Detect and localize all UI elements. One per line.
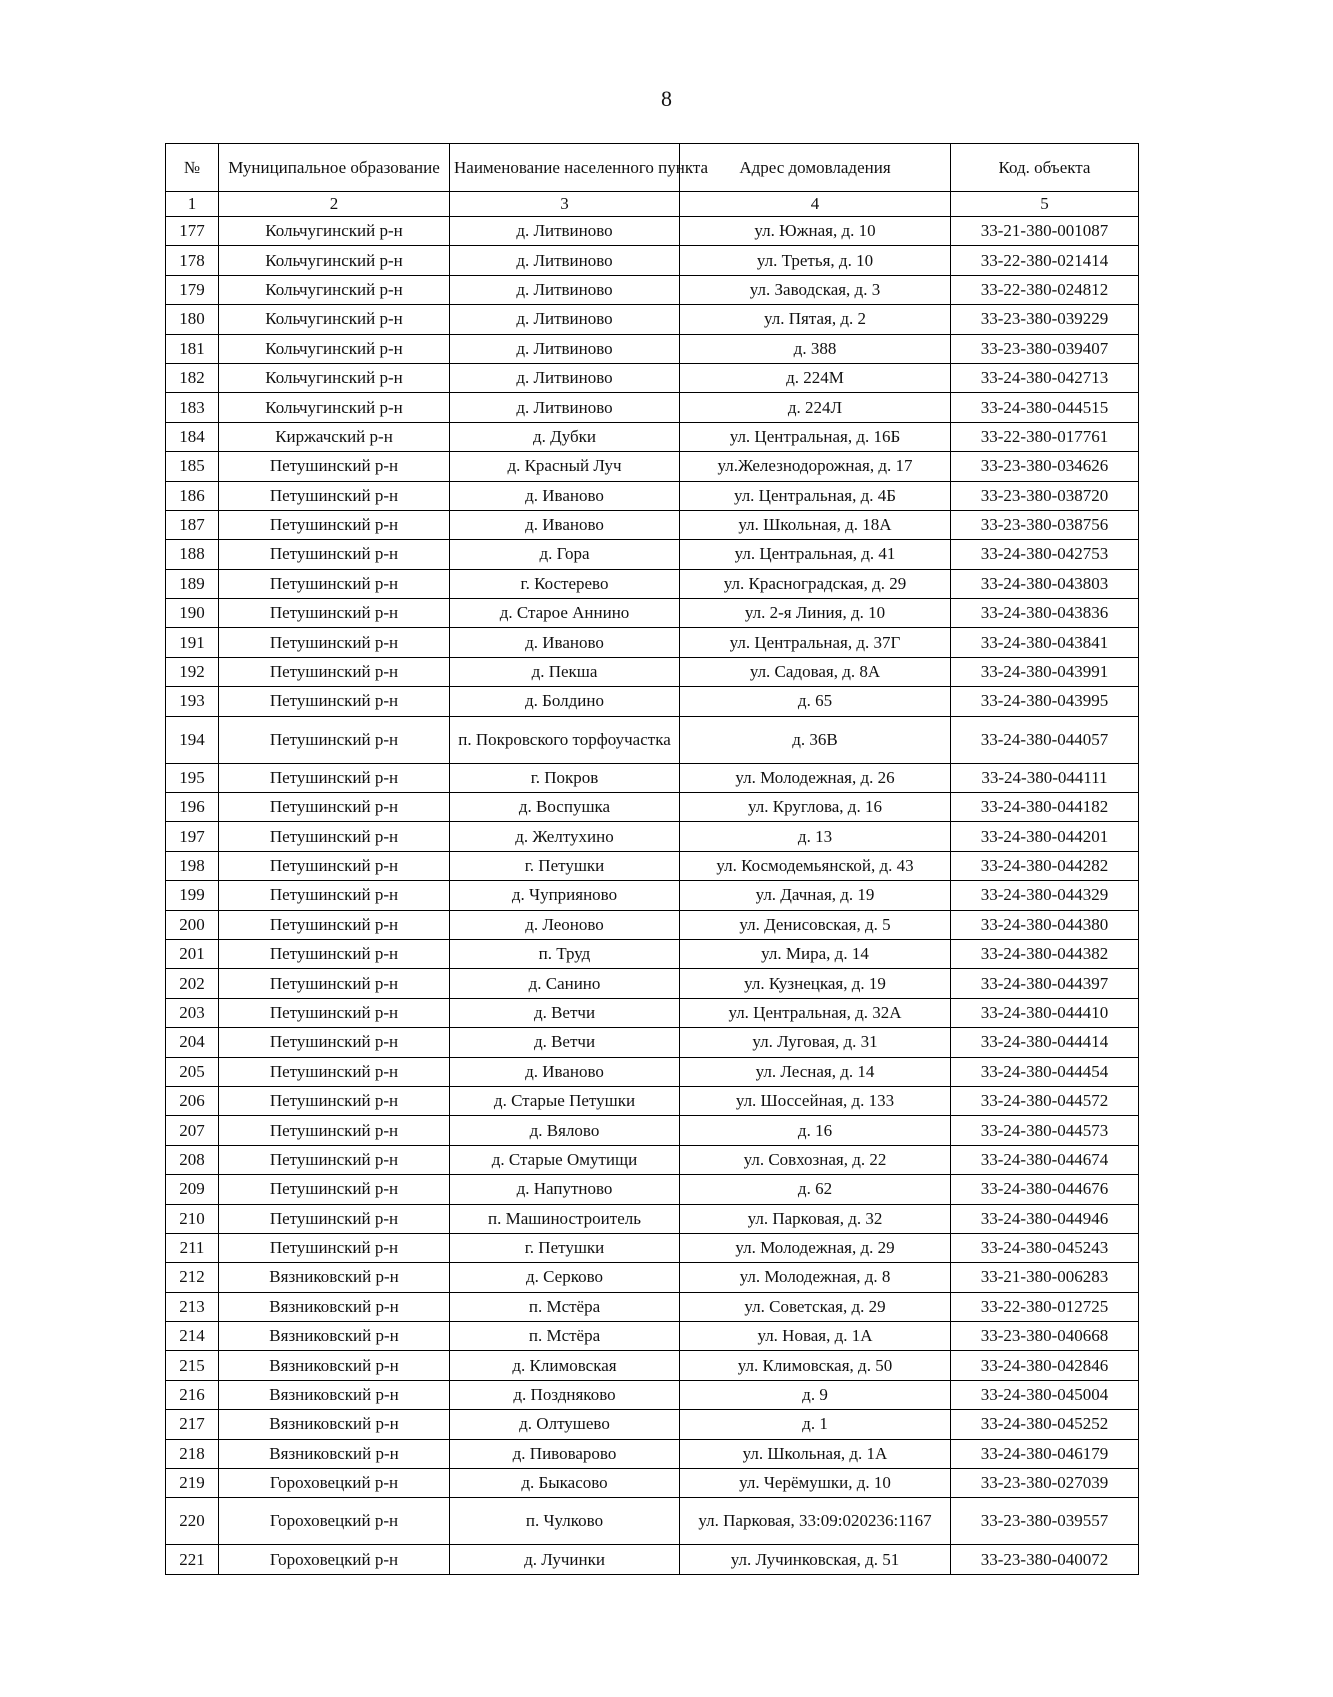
table-row xyxy=(166,363,1139,392)
table-row xyxy=(166,1028,1139,1057)
address-cell: д. 388 xyxy=(680,334,951,363)
table-row xyxy=(166,452,1139,481)
object-code-cell: 33-24-380-043995 xyxy=(951,687,1139,716)
table-row xyxy=(166,1263,1139,1292)
object-code-cell: 33-24-380-043836 xyxy=(951,599,1139,628)
object-code-cell: 33-24-380-044946 xyxy=(951,1204,1139,1233)
table-row xyxy=(166,510,1139,539)
address-cell: ул. Южная, д. 10 xyxy=(680,217,951,246)
municipality-cell: Кольчугинский р-н xyxy=(219,334,450,363)
municipality-cell: Вязниковский р-н xyxy=(219,1351,450,1380)
settlement-cell: д. Чуприяново xyxy=(450,881,680,910)
row-number-cell: 187 xyxy=(166,510,219,539)
address-cell: ул. Молодежная, д. 26 xyxy=(680,763,951,792)
object-code-cell: 33-24-380-044397 xyxy=(951,969,1139,998)
table-row xyxy=(166,1322,1139,1351)
settlement-cell: г. Покров xyxy=(450,763,680,792)
address-cell: ул. Парковая, д. 32 xyxy=(680,1204,951,1233)
header-settlement: Наименование населенного пункта xyxy=(450,144,680,192)
object-code-cell: 33-24-380-044454 xyxy=(951,1057,1139,1086)
column-numbers-row xyxy=(166,192,1139,217)
table-row xyxy=(166,687,1139,716)
object-code-cell: 33-24-380-045243 xyxy=(951,1233,1139,1262)
settlement-cell: д. Красный Луч xyxy=(450,452,680,481)
object-code-cell: 33-23-380-039557 xyxy=(951,1498,1139,1545)
row-number-cell: 182 xyxy=(166,363,219,392)
settlement-cell: п. Мстёра xyxy=(450,1292,680,1321)
municipality-cell: Вязниковский р-н xyxy=(219,1410,450,1439)
addresses-table xyxy=(165,143,1139,1575)
row-number-cell: 177 xyxy=(166,217,219,246)
address-cell: ул. Денисовская, д. 5 xyxy=(680,910,951,939)
settlement-cell: д. Поздняково xyxy=(450,1380,680,1409)
settlement-cell: г. Петушки xyxy=(450,851,680,880)
row-number-cell: 185 xyxy=(166,452,219,481)
address-cell: ул.Железнодорожная, д. 17 xyxy=(680,452,951,481)
address-cell: ул. Молодежная, д. 8 xyxy=(680,1263,951,1292)
address-cell: ул. Заводская, д. 3 xyxy=(680,275,951,304)
settlement-cell: д. Литвиново xyxy=(450,275,680,304)
address-cell: д. 224Л xyxy=(680,393,951,422)
address-cell: ул. Космодемьянской, д. 43 xyxy=(680,851,951,880)
row-number-cell: 204 xyxy=(166,1028,219,1057)
settlement-cell: д. Лучинки xyxy=(450,1545,680,1574)
object-code-cell: 33-24-380-042753 xyxy=(951,540,1139,569)
table-row xyxy=(166,334,1139,363)
object-code-cell: 33-24-380-042713 xyxy=(951,363,1139,392)
municipality-cell: Петушинский р-н xyxy=(219,793,450,822)
settlement-cell: г. Петушки xyxy=(450,1233,680,1262)
object-code-cell: 33-24-380-044201 xyxy=(951,822,1139,851)
row-number-cell: 213 xyxy=(166,1292,219,1321)
municipality-cell: Петушинский р-н xyxy=(219,510,450,539)
object-code-cell: 33-24-380-044410 xyxy=(951,998,1139,1027)
settlement-cell: д. Пивоварово xyxy=(450,1439,680,1468)
address-cell: ул. Мира, д. 14 xyxy=(680,939,951,968)
table-row xyxy=(166,540,1139,569)
settlement-cell: д. Воспушка xyxy=(450,793,680,822)
settlement-cell: д. Литвиново xyxy=(450,246,680,275)
municipality-cell: Гороховецкий р-н xyxy=(219,1498,450,1545)
address-cell: ул. Парковая, 33:09:020236:1167 xyxy=(680,1498,951,1545)
row-number-cell: 214 xyxy=(166,1322,219,1351)
municipality-cell: Петушинский р-н xyxy=(219,851,450,880)
table-row xyxy=(166,599,1139,628)
object-code-cell: 33-24-380-045004 xyxy=(951,1380,1139,1409)
settlement-cell: д. Иваново xyxy=(450,481,680,510)
object-code-cell: 33-24-380-044414 xyxy=(951,1028,1139,1057)
row-number-cell: 221 xyxy=(166,1545,219,1574)
table-row xyxy=(166,1498,1139,1545)
column-number: 5 xyxy=(951,192,1139,217)
table-row xyxy=(166,481,1139,510)
row-number-cell: 201 xyxy=(166,939,219,968)
row-number-cell: 218 xyxy=(166,1439,219,1468)
table-row xyxy=(166,246,1139,275)
settlement-cell: д. Напутново xyxy=(450,1175,680,1204)
row-number-cell: 198 xyxy=(166,851,219,880)
table-row xyxy=(166,1351,1139,1380)
row-number-cell: 216 xyxy=(166,1380,219,1409)
table-row xyxy=(166,217,1139,246)
settlement-cell: д. Литвиново xyxy=(450,217,680,246)
municipality-cell: Вязниковский р-н xyxy=(219,1263,450,1292)
row-number-cell: 211 xyxy=(166,1233,219,1262)
object-code-cell: 33-23-380-038720 xyxy=(951,481,1139,510)
table-row xyxy=(166,1410,1139,1439)
address-cell: ул. Третья, д. 10 xyxy=(680,246,951,275)
object-code-cell: 33-24-380-044382 xyxy=(951,939,1139,968)
settlement-cell: д. Иваново xyxy=(450,628,680,657)
row-number-cell: 210 xyxy=(166,1204,219,1233)
settlement-cell: д. Гора xyxy=(450,540,680,569)
object-code-cell: 33-24-380-044111 xyxy=(951,763,1139,792)
municipality-cell: Петушинский р-н xyxy=(219,822,450,851)
header-row xyxy=(166,144,1139,192)
table-row xyxy=(166,793,1139,822)
table-row xyxy=(166,275,1139,304)
municipality-cell: Петушинский р-н xyxy=(219,881,450,910)
address-cell: ул. Климовская, д. 50 xyxy=(680,1351,951,1380)
table-row xyxy=(166,422,1139,451)
address-cell: ул. Школьная, д. 18А xyxy=(680,510,951,539)
object-code-cell: 33-23-380-038756 xyxy=(951,510,1139,539)
row-number-cell: 178 xyxy=(166,246,219,275)
settlement-cell: д. Литвиново xyxy=(450,393,680,422)
object-code-cell: 33-23-380-040072 xyxy=(951,1545,1139,1574)
settlement-cell: д. Иваново xyxy=(450,510,680,539)
table-row xyxy=(166,1175,1139,1204)
row-number-cell: 193 xyxy=(166,687,219,716)
row-number-cell: 209 xyxy=(166,1175,219,1204)
municipality-cell: Петушинский р-н xyxy=(219,1204,450,1233)
table-row xyxy=(166,1057,1139,1086)
table-row xyxy=(166,1380,1139,1409)
table-row xyxy=(166,851,1139,880)
column-number: 4 xyxy=(680,192,951,217)
object-code-cell: 33-24-380-044572 xyxy=(951,1086,1139,1115)
settlement-cell: д. Литвиново xyxy=(450,334,680,363)
table-row xyxy=(166,1439,1139,1468)
table-row xyxy=(166,910,1139,939)
address-cell: ул. 2-я Линия, д. 10 xyxy=(680,599,951,628)
row-number-cell: 183 xyxy=(166,393,219,422)
object-code-cell: 33-24-380-044282 xyxy=(951,851,1139,880)
table-row xyxy=(166,763,1139,792)
column-number: 1 xyxy=(166,192,219,217)
address-cell: ул. Шоссейная, д. 133 xyxy=(680,1086,951,1115)
address-cell: ул. Черёмушки, д. 10 xyxy=(680,1469,951,1498)
object-code-cell: 33-24-380-042846 xyxy=(951,1351,1139,1380)
municipality-cell: Петушинский р-н xyxy=(219,540,450,569)
address-cell: ул. Дачная, д. 19 xyxy=(680,881,951,910)
column-number: 3 xyxy=(450,192,680,217)
header-num: № xyxy=(166,144,219,192)
header-municipality: Муниципальное образование xyxy=(219,144,450,192)
row-number-cell: 200 xyxy=(166,910,219,939)
table-row xyxy=(166,939,1139,968)
settlement-cell: п. Чулково xyxy=(450,1498,680,1545)
municipality-cell: Петушинский р-н xyxy=(219,599,450,628)
row-number-cell: 196 xyxy=(166,793,219,822)
table-row xyxy=(166,822,1139,851)
object-code-cell: 33-24-380-044329 xyxy=(951,881,1139,910)
settlement-cell: д. Санино xyxy=(450,969,680,998)
settlement-cell: д. Леоново xyxy=(450,910,680,939)
object-code-cell: 33-21-380-001087 xyxy=(951,217,1139,246)
settlement-cell: д. Иваново xyxy=(450,1057,680,1086)
settlement-cell: д. Ветчи xyxy=(450,998,680,1027)
address-cell: ул. Новая, д. 1А xyxy=(680,1322,951,1351)
municipality-cell: Киржачский р-н xyxy=(219,422,450,451)
row-number-cell: 206 xyxy=(166,1086,219,1115)
row-number-cell: 181 xyxy=(166,334,219,363)
settlement-cell: д. Пекша xyxy=(450,657,680,686)
municipality-cell: Петушинский р-н xyxy=(219,939,450,968)
settlement-cell: д. Желтухино xyxy=(450,822,680,851)
header-code: Код. объекта xyxy=(951,144,1139,192)
object-code-cell: 33-24-380-043803 xyxy=(951,569,1139,598)
object-code-cell: 33-23-380-040668 xyxy=(951,1322,1139,1351)
column-number: 2 xyxy=(219,192,450,217)
table-row xyxy=(166,1116,1139,1145)
table-row xyxy=(166,1469,1139,1498)
municipality-cell: Петушинский р-н xyxy=(219,998,450,1027)
address-cell: ул. Пятая, д. 2 xyxy=(680,305,951,334)
object-code-cell: 33-24-380-044182 xyxy=(951,793,1139,822)
row-number-cell: 220 xyxy=(166,1498,219,1545)
object-code-cell: 33-24-380-044515 xyxy=(951,393,1139,422)
address-cell: д. 62 xyxy=(680,1175,951,1204)
address-cell: д. 65 xyxy=(680,687,951,716)
address-cell: ул. Молодежная, д. 29 xyxy=(680,1233,951,1262)
row-number-cell: 208 xyxy=(166,1145,219,1174)
settlement-cell: д. Климовская xyxy=(450,1351,680,1380)
address-cell: д. 9 xyxy=(680,1380,951,1409)
municipality-cell: Вязниковский р-н xyxy=(219,1439,450,1468)
row-number-cell: 219 xyxy=(166,1469,219,1498)
row-number-cell: 217 xyxy=(166,1410,219,1439)
settlement-cell: д. Литвиново xyxy=(450,363,680,392)
municipality-cell: Петушинский р-н xyxy=(219,1028,450,1057)
settlement-cell: д. Серково xyxy=(450,1263,680,1292)
address-cell: ул. Лучинковская, д. 51 xyxy=(680,1545,951,1574)
table-row xyxy=(166,1086,1139,1115)
object-code-cell: 33-24-380-044573 xyxy=(951,1116,1139,1145)
settlement-cell: д. Ветчи xyxy=(450,1028,680,1057)
municipality-cell: Кольчугинский р-н xyxy=(219,363,450,392)
row-number-cell: 189 xyxy=(166,569,219,598)
municipality-cell: Вязниковский р-н xyxy=(219,1292,450,1321)
table-row xyxy=(166,1145,1139,1174)
settlement-cell: п. Покровского торфоучастка xyxy=(450,716,680,763)
address-cell: ул. Лесная, д. 14 xyxy=(680,1057,951,1086)
row-number-cell: 212 xyxy=(166,1263,219,1292)
row-number-cell: 202 xyxy=(166,969,219,998)
settlement-cell: д. Олтушево xyxy=(450,1410,680,1439)
table-row xyxy=(166,305,1139,334)
settlement-cell: г. Костерево xyxy=(450,569,680,598)
row-number-cell: 205 xyxy=(166,1057,219,1086)
settlement-cell: п. Мстёра xyxy=(450,1322,680,1351)
settlement-cell: д. Старые Петушки xyxy=(450,1086,680,1115)
row-number-cell: 194 xyxy=(166,716,219,763)
table-row xyxy=(166,1292,1139,1321)
address-cell: д. 1 xyxy=(680,1410,951,1439)
header-address: Адрес домовладения xyxy=(680,144,951,192)
object-code-cell: 33-23-380-039229 xyxy=(951,305,1139,334)
municipality-cell: Петушинский р-н xyxy=(219,910,450,939)
settlement-cell: д. Литвиново xyxy=(450,305,680,334)
object-code-cell: 33-24-380-046179 xyxy=(951,1439,1139,1468)
row-number-cell: 190 xyxy=(166,599,219,628)
municipality-cell: Петушинский р-н xyxy=(219,969,450,998)
settlement-cell: д. Быкасово xyxy=(450,1469,680,1498)
address-cell: ул. Совхозная, д. 22 xyxy=(680,1145,951,1174)
municipality-cell: Петушинский р-н xyxy=(219,657,450,686)
address-cell: ул. Кузнецкая, д. 19 xyxy=(680,969,951,998)
address-cell: ул. Центральная, д. 41 xyxy=(680,540,951,569)
table-row xyxy=(166,716,1139,763)
address-cell: ул. Садовая, д. 8А xyxy=(680,657,951,686)
municipality-cell: Петушинский р-н xyxy=(219,1233,450,1262)
table-row xyxy=(166,569,1139,598)
object-code-cell: 33-24-380-044676 xyxy=(951,1175,1139,1204)
municipality-cell: Петушинский р-н xyxy=(219,1116,450,1145)
address-cell: ул. Луговая, д. 31 xyxy=(680,1028,951,1057)
settlement-cell: д. Дубки xyxy=(450,422,680,451)
row-number-cell: 180 xyxy=(166,305,219,334)
table-row xyxy=(166,1204,1139,1233)
address-cell: д. 224М xyxy=(680,363,951,392)
municipality-cell: Кольчугинский р-н xyxy=(219,217,450,246)
municipality-cell: Кольчугинский р-н xyxy=(219,305,450,334)
address-cell: д. 16 xyxy=(680,1116,951,1145)
row-number-cell: 207 xyxy=(166,1116,219,1145)
object-code-cell: 33-22-380-024812 xyxy=(951,275,1139,304)
municipality-cell: Петушинский р-н xyxy=(219,1175,450,1204)
municipality-cell: Вязниковский р-н xyxy=(219,1380,450,1409)
object-code-cell: 33-24-380-044674 xyxy=(951,1145,1139,1174)
object-code-cell: 33-24-380-044380 xyxy=(951,910,1139,939)
municipality-cell: Вязниковский р-н xyxy=(219,1322,450,1351)
object-code-cell: 33-24-380-044057 xyxy=(951,716,1139,763)
row-number-cell: 184 xyxy=(166,422,219,451)
table-row xyxy=(166,969,1139,998)
municipality-cell: Петушинский р-н xyxy=(219,1086,450,1115)
object-code-cell: 33-24-380-045252 xyxy=(951,1410,1139,1439)
address-cell: ул. Центральная, д. 16Б xyxy=(680,422,951,451)
municipality-cell: Петушинский р-н xyxy=(219,452,450,481)
municipality-cell: Петушинский р-н xyxy=(219,628,450,657)
object-code-cell: 33-22-380-021414 xyxy=(951,246,1139,275)
object-code-cell: 33-24-380-043841 xyxy=(951,628,1139,657)
address-cell: д. 36В xyxy=(680,716,951,763)
row-number-cell: 215 xyxy=(166,1351,219,1380)
municipality-cell: Гороховецкий р-н xyxy=(219,1545,450,1574)
municipality-cell: Кольчугинский р-н xyxy=(219,246,450,275)
table-row xyxy=(166,1545,1139,1574)
settlement-cell: д. Болдино xyxy=(450,687,680,716)
address-cell: ул. Красноградская, д. 29 xyxy=(680,569,951,598)
municipality-cell: Кольчугинский р-н xyxy=(219,275,450,304)
row-number-cell: 203 xyxy=(166,998,219,1027)
row-number-cell: 186 xyxy=(166,481,219,510)
row-number-cell: 192 xyxy=(166,657,219,686)
table-row xyxy=(166,657,1139,686)
settlement-cell: п. Машиностроитель xyxy=(450,1204,680,1233)
address-cell: ул. Школьная, д. 1А xyxy=(680,1439,951,1468)
municipality-cell: Петушинский р-н xyxy=(219,481,450,510)
address-cell: ул. Центральная, д. 4Б xyxy=(680,481,951,510)
address-cell: ул. Центральная, д. 37Г xyxy=(680,628,951,657)
row-number-cell: 179 xyxy=(166,275,219,304)
row-number-cell: 195 xyxy=(166,763,219,792)
object-code-cell: 33-23-380-034626 xyxy=(951,452,1139,481)
row-number-cell: 191 xyxy=(166,628,219,657)
table-row xyxy=(166,1233,1139,1262)
object-code-cell: 33-21-380-006283 xyxy=(951,1263,1139,1292)
row-number-cell: 197 xyxy=(166,822,219,851)
object-code-cell: 33-23-380-039407 xyxy=(951,334,1139,363)
object-code-cell: 33-22-380-017761 xyxy=(951,422,1139,451)
address-cell: ул. Круглова, д. 16 xyxy=(680,793,951,822)
municipality-cell: Гороховецкий р-н xyxy=(219,1469,450,1498)
municipality-cell: Петушинский р-н xyxy=(219,569,450,598)
municipality-cell: Кольчугинский р-н xyxy=(219,393,450,422)
municipality-cell: Петушинский р-н xyxy=(219,716,450,763)
table-row xyxy=(166,393,1139,422)
object-code-cell: 33-24-380-043991 xyxy=(951,657,1139,686)
settlement-cell: п. Труд xyxy=(450,939,680,968)
municipality-cell: Петушинский р-н xyxy=(219,687,450,716)
address-cell: ул. Советская, д. 29 xyxy=(680,1292,951,1321)
object-code-cell: 33-23-380-027039 xyxy=(951,1469,1139,1498)
address-cell: ул. Центральная, д. 32А xyxy=(680,998,951,1027)
settlement-cell: д. Вялово xyxy=(450,1116,680,1145)
table-row xyxy=(166,628,1139,657)
table-row xyxy=(166,881,1139,910)
municipality-cell: Петушинский р-н xyxy=(219,1057,450,1086)
table-row xyxy=(166,998,1139,1027)
settlement-cell: д. Старые Омутищи xyxy=(450,1145,680,1174)
row-number-cell: 199 xyxy=(166,881,219,910)
municipality-cell: Петушинский р-н xyxy=(219,1145,450,1174)
settlement-cell: д. Старое Аннино xyxy=(450,599,680,628)
row-number-cell: 188 xyxy=(166,540,219,569)
object-code-cell: 33-22-380-012725 xyxy=(951,1292,1139,1321)
page-number: 8 xyxy=(661,86,672,111)
municipality-cell: Петушинский р-н xyxy=(219,763,450,792)
address-cell: д. 13 xyxy=(680,822,951,851)
